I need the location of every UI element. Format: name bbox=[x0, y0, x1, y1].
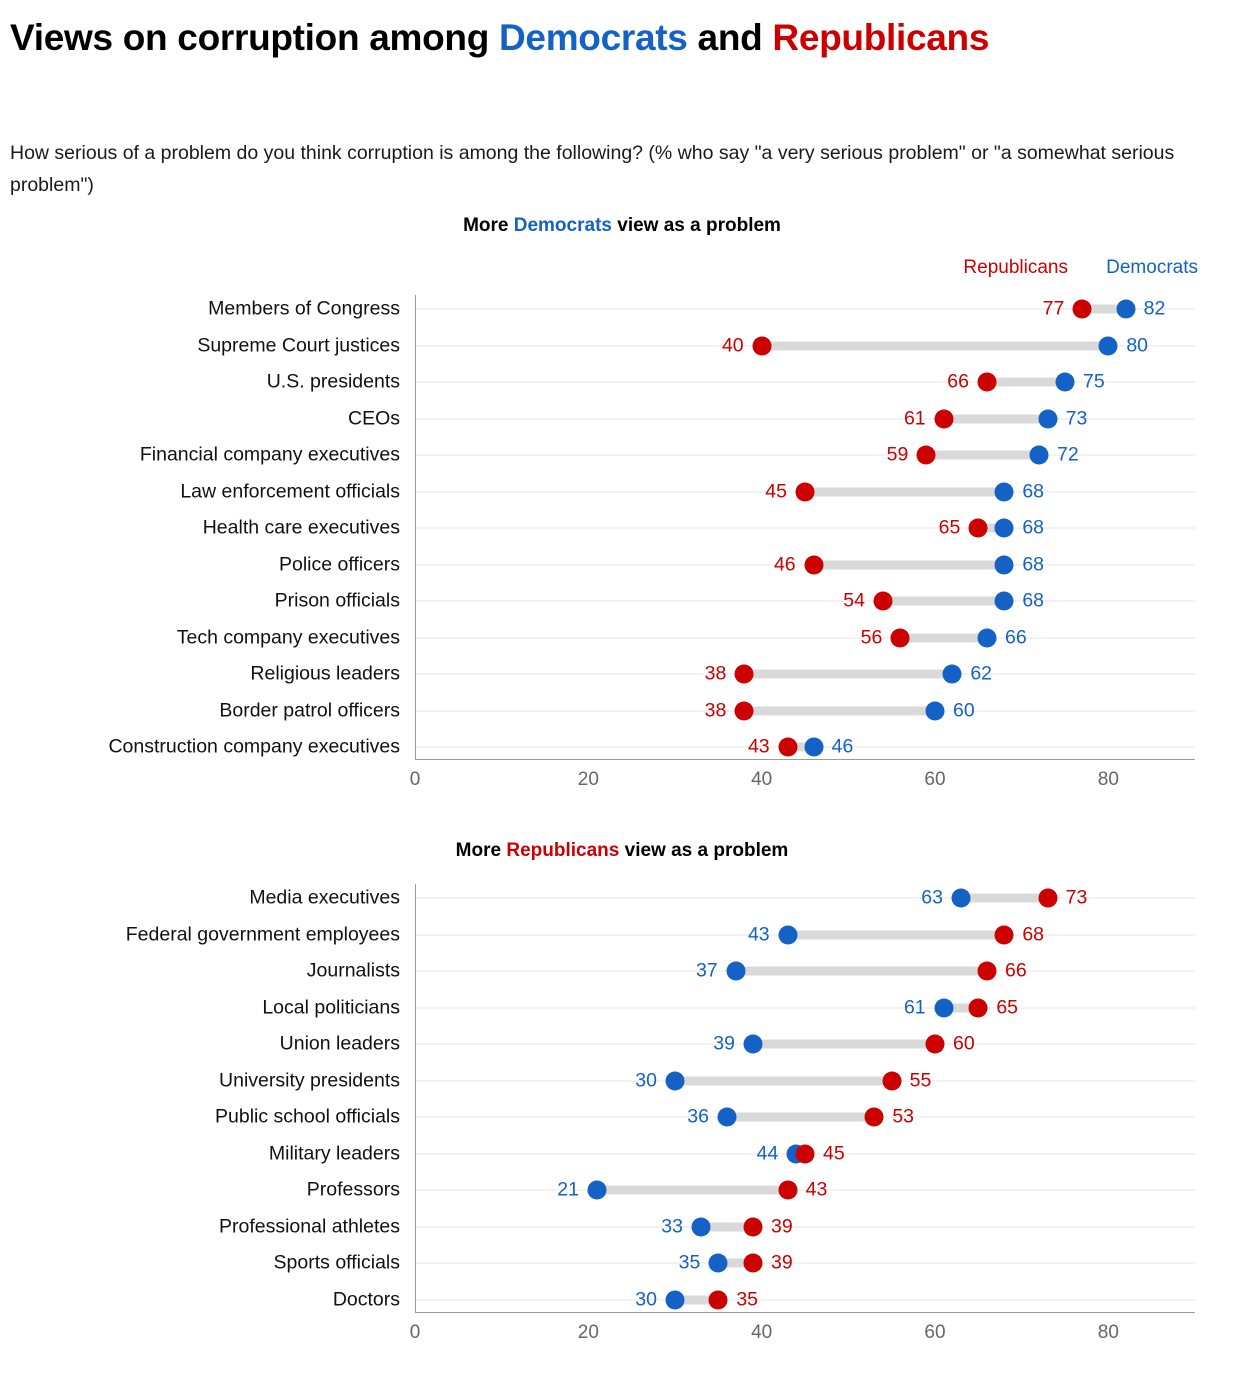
category-label: Tech company executives bbox=[176, 626, 400, 649]
connector-bar bbox=[744, 706, 935, 715]
democrats-dot bbox=[778, 925, 797, 944]
republicans-dot bbox=[752, 336, 771, 355]
republicans-dot bbox=[1073, 300, 1092, 319]
democrats-dot bbox=[1038, 409, 1057, 428]
chart-row bbox=[0, 990, 1244, 1027]
connector-bar bbox=[597, 1186, 788, 1195]
republicans-value: 60 bbox=[953, 1032, 975, 1055]
chart-row bbox=[0, 291, 1244, 328]
republicans-value: 45 bbox=[765, 480, 787, 503]
category-label: Health care executives bbox=[202, 516, 400, 539]
democrats-dot bbox=[709, 1254, 728, 1273]
republicans-value: 55 bbox=[909, 1069, 932, 1092]
category-label: Union leaders bbox=[279, 1032, 400, 1055]
democrats-dot bbox=[1099, 336, 1118, 355]
republicans-dot bbox=[891, 628, 910, 647]
title-democrats: Democrats bbox=[499, 17, 688, 58]
democrats-value: 35 bbox=[678, 1251, 701, 1274]
x-axis-tick-label: 80 bbox=[1097, 769, 1119, 791]
category-label: Local politicians bbox=[262, 996, 400, 1019]
republicans-value: 43 bbox=[747, 735, 770, 758]
democrats-value: 82 bbox=[1143, 297, 1166, 320]
category-label: Law enforcement officials bbox=[180, 480, 400, 503]
connector-bar bbox=[727, 1113, 874, 1122]
connector-bar bbox=[675, 1076, 892, 1085]
chart-row bbox=[0, 1245, 1244, 1282]
connector-bar bbox=[753, 1040, 935, 1049]
row-gridline bbox=[415, 1226, 1195, 1227]
y-axis-line bbox=[415, 295, 416, 759]
category-label: Sports officials bbox=[273, 1251, 400, 1274]
connector-bar bbox=[762, 341, 1109, 350]
chart-row bbox=[0, 583, 1244, 620]
chart-subtitle: How serious of a problem do you think corruption is among the following? (% who say "a very serious problem" or "a somewhat serious problem") bbox=[10, 142, 1175, 196]
republicans-value: 40 bbox=[721, 334, 744, 357]
category-label: Doctors bbox=[332, 1288, 400, 1311]
democrats-dot bbox=[692, 1217, 711, 1236]
republicans-value: 59 bbox=[886, 443, 909, 466]
category-label: Financial company executives bbox=[139, 443, 400, 466]
democrats-value: 39 bbox=[713, 1032, 735, 1055]
republicans-value: 45 bbox=[823, 1142, 845, 1165]
x-axis-line bbox=[415, 759, 1195, 760]
democrats-dot bbox=[995, 519, 1014, 538]
democrats-value: 80 bbox=[1126, 334, 1149, 357]
x-axis-tick-label: 60 bbox=[924, 769, 946, 791]
category-label: Construction company executives bbox=[108, 735, 400, 758]
chart-row bbox=[0, 364, 1244, 401]
panel-dem-title-post: view as a problem bbox=[611, 215, 781, 236]
democrats-value: 60 bbox=[953, 699, 975, 722]
democrats-dot bbox=[995, 482, 1014, 501]
row-gridline bbox=[415, 382, 1195, 383]
chart-row bbox=[0, 547, 1244, 584]
chart-row bbox=[0, 1026, 1244, 1063]
republicans-value: 65 bbox=[938, 516, 961, 539]
chart-row bbox=[0, 953, 1244, 990]
x-axis-tick-label: 80 bbox=[1097, 1321, 1119, 1343]
republicans-value: 43 bbox=[805, 1178, 828, 1201]
category-label: Professors bbox=[306, 1178, 400, 1201]
republicans-value: 65 bbox=[996, 996, 1019, 1019]
chart-row bbox=[0, 401, 1244, 438]
democrats-value: 61 bbox=[903, 996, 926, 1019]
republicans-value: 38 bbox=[704, 662, 727, 685]
democrats-value: 68 bbox=[1022, 480, 1045, 503]
republicans-value: 56 bbox=[860, 626, 883, 649]
chart-row bbox=[0, 474, 1244, 511]
chart-row bbox=[0, 328, 1244, 365]
republicans-dot bbox=[969, 519, 988, 538]
chart-row bbox=[0, 1063, 1244, 1100]
connector-bar bbox=[944, 414, 1048, 423]
republicans-dot bbox=[934, 409, 953, 428]
x-axis-tick-label: 0 bbox=[409, 1321, 421, 1343]
democrats-value: 75 bbox=[1083, 370, 1105, 393]
category-label: Members of Congress bbox=[208, 297, 400, 320]
republicans-dot bbox=[1038, 889, 1057, 908]
connector-bar bbox=[736, 967, 987, 976]
connector-bar bbox=[788, 930, 1005, 939]
chart-row bbox=[0, 1099, 1244, 1136]
republicans-dot bbox=[735, 665, 754, 684]
democrats-dot bbox=[926, 701, 945, 720]
democrats-value: 72 bbox=[1057, 443, 1079, 466]
democrats-value: 30 bbox=[635, 1288, 657, 1311]
democrats-value: 68 bbox=[1022, 589, 1045, 612]
chart-row bbox=[0, 1209, 1244, 1246]
chart-row bbox=[0, 656, 1244, 693]
republicans-dot bbox=[978, 373, 997, 392]
republicans-value: 61 bbox=[903, 407, 926, 430]
panel-republicans bbox=[0, 840, 1244, 1370]
republicans-value: 68 bbox=[1022, 923, 1045, 946]
connector-bar bbox=[961, 894, 1048, 903]
panel-rep-title-pre: More bbox=[455, 840, 507, 861]
republicans-value: 39 bbox=[771, 1215, 793, 1238]
republicans-dot bbox=[995, 925, 1014, 944]
republicans-value: 35 bbox=[736, 1288, 759, 1311]
chart-row bbox=[0, 917, 1244, 954]
chart-row bbox=[0, 620, 1244, 657]
democrats-value: 37 bbox=[695, 959, 718, 982]
republicans-dot bbox=[735, 701, 754, 720]
republicans-value: 46 bbox=[773, 553, 796, 576]
democrats-value: 63 bbox=[921, 886, 943, 909]
panel-democrats-title bbox=[0, 215, 1244, 237]
democrats-value: 68 bbox=[1022, 516, 1045, 539]
category-label: Religious leaders bbox=[250, 662, 400, 685]
republicans-value: 73 bbox=[1065, 886, 1088, 909]
legend-democrats: Democrats bbox=[1106, 257, 1198, 278]
connector-bar bbox=[900, 633, 987, 642]
republicans-value: 53 bbox=[892, 1105, 915, 1128]
democrats-dot bbox=[1056, 373, 1075, 392]
democrats-value: 68 bbox=[1022, 553, 1045, 576]
category-label: Prison officials bbox=[274, 589, 400, 612]
category-label: Police officers bbox=[278, 553, 400, 576]
republicans-dot bbox=[778, 1181, 797, 1200]
republicans-dot bbox=[709, 1290, 728, 1309]
democrats-dot bbox=[995, 592, 1014, 611]
democrats-value: 44 bbox=[756, 1142, 779, 1165]
republicans-value: 66 bbox=[947, 370, 969, 393]
democrats-dot bbox=[995, 555, 1014, 574]
democrats-value: 43 bbox=[747, 923, 770, 946]
category-label: Public school officials bbox=[215, 1105, 400, 1128]
republicans-dot bbox=[778, 738, 797, 757]
row-gridline bbox=[415, 637, 1195, 638]
connector-bar bbox=[926, 451, 1039, 460]
democrats-dot bbox=[943, 665, 962, 684]
x-axis-tick-label: 60 bbox=[924, 1321, 946, 1343]
democrats-dot bbox=[666, 1290, 685, 1309]
connector-bar bbox=[805, 487, 1004, 496]
republicans-dot bbox=[744, 1254, 763, 1273]
x-axis-tick-label: 0 bbox=[409, 769, 421, 791]
legend-republicans: Republicans bbox=[963, 257, 1068, 278]
x-axis-tick-label: 20 bbox=[577, 1321, 599, 1343]
democrats-dot bbox=[1116, 300, 1135, 319]
republicans-dot bbox=[796, 1144, 815, 1163]
title-republicans: Republicans bbox=[772, 17, 990, 58]
democrats-dot bbox=[718, 1108, 737, 1127]
republicans-value: 54 bbox=[843, 589, 865, 612]
democrats-value: 21 bbox=[557, 1178, 579, 1201]
row-gridline bbox=[415, 601, 1195, 602]
republicans-value: 38 bbox=[704, 699, 727, 722]
category-label: CEOs bbox=[347, 407, 400, 430]
panel-democrats bbox=[0, 215, 1244, 805]
republicans-value: 77 bbox=[1042, 297, 1065, 320]
democrats-value: 30 bbox=[635, 1069, 657, 1092]
chart-row bbox=[0, 693, 1244, 730]
category-label: Journalists bbox=[306, 959, 400, 982]
row-gridline bbox=[415, 1299, 1195, 1300]
democrats-dot bbox=[666, 1071, 685, 1090]
category-label: Professional athletes bbox=[218, 1215, 400, 1238]
row-gridline bbox=[415, 1007, 1195, 1008]
panel-rep-title-party: Republicans bbox=[506, 840, 620, 861]
title-part1: Views on corruption among bbox=[10, 17, 500, 58]
democrats-dot bbox=[1030, 446, 1049, 465]
x-axis-line bbox=[415, 1312, 1195, 1313]
category-label: Media executives bbox=[249, 886, 400, 909]
category-label: Federal government employees bbox=[125, 923, 400, 946]
democrats-value: 66 bbox=[1005, 626, 1027, 649]
x-axis-tick-label: 40 bbox=[751, 1321, 773, 1343]
category-label: U.S. presidents bbox=[266, 370, 400, 393]
row-gridline bbox=[415, 1263, 1195, 1264]
republicans-dot bbox=[744, 1217, 763, 1236]
democrats-value: 36 bbox=[687, 1105, 709, 1128]
category-label: Border patrol officers bbox=[219, 699, 400, 722]
x-axis-tick-label: 20 bbox=[577, 769, 599, 791]
republicans-dot bbox=[926, 1035, 945, 1054]
democrats-dot bbox=[588, 1181, 607, 1200]
panel-dem-title-pre: More bbox=[463, 215, 514, 236]
republicans-dot bbox=[917, 446, 936, 465]
republicans-dot bbox=[796, 482, 815, 501]
republicans-dot bbox=[882, 1071, 901, 1090]
democrats-dot bbox=[726, 962, 745, 981]
y-axis-line bbox=[415, 884, 416, 1312]
row-gridline bbox=[415, 528, 1195, 529]
republicans-dot bbox=[969, 998, 988, 1017]
chart-row bbox=[0, 1136, 1244, 1173]
democrats-value: 46 bbox=[831, 735, 854, 758]
panel-rep-title-post: view as a problem bbox=[619, 840, 789, 861]
x-axis-tick-label: 40 bbox=[751, 769, 773, 791]
page-title bbox=[10, 14, 1220, 61]
democrats-dot bbox=[978, 628, 997, 647]
democrats-dot bbox=[744, 1035, 763, 1054]
republicans-value: 39 bbox=[771, 1251, 793, 1274]
republicans-dot bbox=[874, 592, 893, 611]
category-label: University presidents bbox=[219, 1069, 400, 1092]
democrats-value: 62 bbox=[970, 662, 993, 685]
chart-row bbox=[0, 437, 1244, 474]
chart-row bbox=[0, 1172, 1244, 1209]
connector-bar bbox=[883, 597, 1004, 606]
category-label: Supreme Court justices bbox=[197, 334, 400, 357]
democrats-value: 33 bbox=[661, 1215, 683, 1238]
chart-row bbox=[0, 510, 1244, 547]
republicans-dot bbox=[978, 962, 997, 981]
democrats-dot bbox=[934, 998, 953, 1017]
republicans-dot bbox=[804, 555, 823, 574]
democrats-dot bbox=[952, 889, 971, 908]
panel-republicans-title bbox=[0, 840, 1244, 862]
republicans-dot bbox=[865, 1108, 884, 1127]
republicans-value: 66 bbox=[1005, 959, 1027, 982]
connector-bar bbox=[987, 378, 1065, 387]
connector-bar bbox=[744, 670, 952, 679]
connector-bar bbox=[814, 560, 1005, 569]
panel-dem-title-party: Democrats bbox=[513, 215, 612, 236]
chart-row bbox=[0, 880, 1244, 917]
category-label: Military leaders bbox=[268, 1142, 400, 1165]
democrats-value: 73 bbox=[1065, 407, 1088, 430]
democrats-dot bbox=[804, 738, 823, 757]
title-part2: and bbox=[687, 17, 773, 58]
